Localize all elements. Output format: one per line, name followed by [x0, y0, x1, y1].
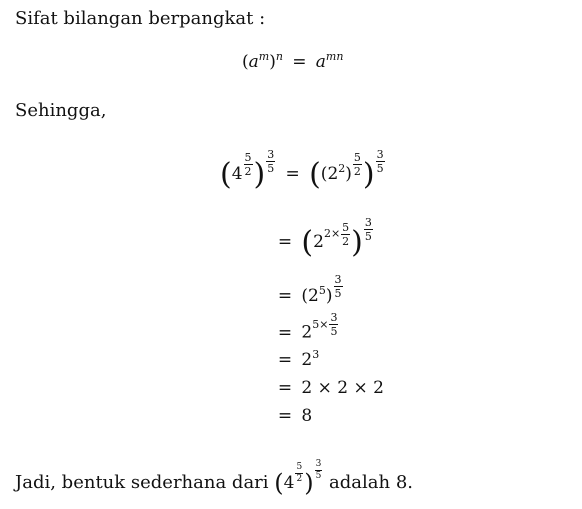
property-rhs-exp: mn — [325, 50, 344, 63]
conclusion-expression: (4 $\frac{5}{2}$ ) $\frac{3}{5}$ — [274, 459, 322, 497]
property-exp-inner: m — [258, 50, 270, 63]
result-value: 8 — [301, 406, 313, 426]
lhs-outer-exp: $\frac{3}{5}$ — [267, 148, 275, 175]
derivation-row-4: = $2^{5\times \frac{3}{5}}$ — [277, 311, 338, 343]
conclusion-prefix: Jadi, bentuk sederhana dari — [15, 472, 275, 493]
row1-outer-exp: $\frac{3}{5}$ — [376, 148, 384, 175]
derivation-row-6: = 2 × 2 × 2 — [277, 378, 384, 398]
row2-exp: 2× 5 2 — [323, 220, 350, 248]
property-rhs-base: a — [315, 52, 326, 72]
property-base: a — [248, 52, 259, 72]
row2-outer-exp: $\frac{3}{5}$ — [364, 216, 372, 243]
derivation-row-5: = $2^3$ — [277, 348, 320, 370]
row1-inner-exp: $\frac{5}{2}$ — [353, 151, 361, 178]
derivation-row-1: (4 $\frac{5}{2}$ ) $\frac{3}{5}$ = ($(2^2)$ $\frac{5}{2}$ ) $\frac{3}{5}$ — [220, 148, 384, 192]
property-formula: $(a^m)^n = a^{mn}$ — [242, 50, 344, 72]
row4-exp: 5× 3 5 — [312, 311, 338, 338]
lhs-inner-exp: $\frac{5}{2}$ — [244, 151, 252, 178]
row3-outer-exp: $\frac{3}{5}$ — [334, 273, 342, 300]
derivation-row-7: = 8 — [277, 406, 313, 426]
lhs-base: 4 — [231, 164, 243, 184]
conclusion-suffix: adalah 8. — [323, 472, 414, 493]
intro-label: Sifat bilangan berpangkat : — [15, 8, 266, 29]
property-exp-outer: n — [275, 50, 283, 63]
conclusion — [15, 459, 414, 497]
transition-label: Sehingga, — [15, 100, 107, 121]
derivation-row-2: = ($2^{2\times \frac{5}{2}}$ ) $\frac{3}{5}$ — [277, 216, 372, 260]
derivation-row-3: = $(2^5)$ $\frac{3}{5}$ — [277, 273, 342, 306]
